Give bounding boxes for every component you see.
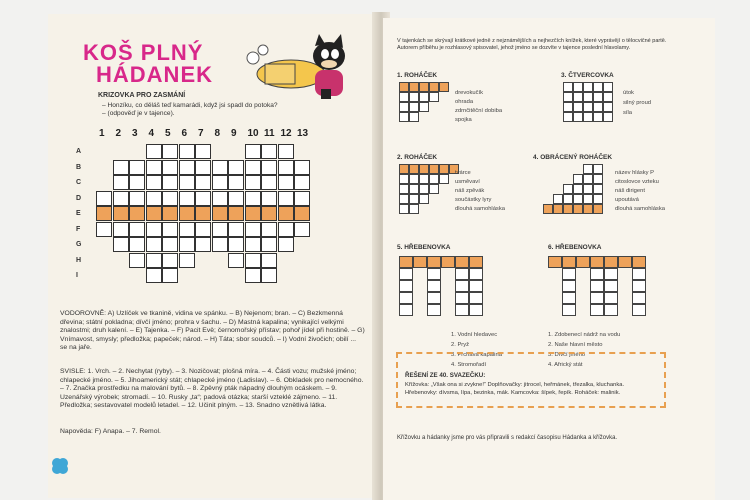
crossword-cell[interactable]	[195, 144, 211, 159]
crossword-cell[interactable]	[245, 191, 261, 206]
crossword-cell[interactable]	[113, 160, 129, 175]
crossword-cell[interactable]	[195, 160, 211, 175]
crossword-cell[interactable]	[129, 175, 145, 190]
svisle-clues: SVISLE: 1. Vrch. – 2. Nechytat (ryby). – 3. Nozičovat; plošná míra. – 4. Části vozu; mužské jméno; chlapecké jméno. – 5. Jihoamerický stát; chlapecké jméno (Ladislav). – 6. Obkladek pro nemocného. – 7. Značka prostředku na malování bytů. – 8. Zpěvný pták nápadný dlouhým ocáskem. – 9. Uzenářský výrobek; stromadí. – 10. Rusky „ta“; padová otázka; starší vzteklé zájmeno. – 11. Předložka; sestavovatel modelů letadel. – 12. Učinit plným. – 13. Snadno vznětlivá látka.	[60, 368, 364, 410]
roháček1-cell[interactable]	[419, 92, 429, 102]
obrácený-cell[interactable]	[543, 204, 553, 214]
roháček1-cell[interactable]	[399, 82, 409, 92]
hřebenovka5-top[interactable]	[427, 256, 441, 268]
crossword-cell[interactable]	[113, 237, 129, 252]
crossword-cell[interactable]	[245, 160, 261, 175]
crossword-cell[interactable]	[212, 191, 228, 206]
crossword-cell[interactable]	[278, 191, 294, 206]
crossword-cell[interactable]	[245, 237, 261, 252]
hřebenovka5-cell[interactable]	[455, 280, 469, 292]
s6-clue-3: 3. Dívčí jméno	[548, 352, 586, 358]
roháček2-cell[interactable]	[399, 184, 409, 194]
intro-text: V tajenkách se skrývají krátkové jedně z nejznámějších a nejhezčích knížek, které vyprávějí o tělocvičné partě. Autorem příběhu je rozhlasový spisovatel, jehož jméno se dozvíte v tajence poslední hlavolamy.	[397, 38, 667, 51]
crossword-cell[interactable]	[129, 160, 145, 175]
crossword-cell[interactable]	[294, 206, 310, 221]
s5-clue-1: 1. Vodní hledavec	[451, 332, 498, 338]
hřebenovka5-cell[interactable]	[469, 280, 483, 292]
obrácený-cell[interactable]	[583, 204, 593, 214]
roháček2-cell[interactable]	[429, 174, 439, 184]
s2-clue: součástky lyry	[455, 197, 492, 203]
crossword-cell[interactable]	[294, 222, 310, 237]
čtvercovka-cell[interactable]	[583, 112, 593, 122]
crossword-cell[interactable]	[146, 222, 162, 237]
column-number: 5	[165, 128, 171, 139]
hřebenovka5-cell[interactable]	[399, 280, 413, 292]
roháček1-cell[interactable]	[429, 92, 439, 102]
roháček2-cell[interactable]	[429, 164, 439, 174]
s4-clue: název hlásky P	[615, 170, 654, 176]
roháček2-cell[interactable]	[409, 164, 419, 174]
crossword-cell[interactable]	[146, 160, 162, 175]
napoveda: Napověda: F) Anapa. – 7. Remol.	[60, 428, 161, 435]
hřebenovka6-cell[interactable]	[604, 304, 618, 316]
crossword-cell[interactable]	[261, 268, 277, 283]
s4-clue: dlouhá samohláska	[615, 206, 665, 212]
crossword-cell[interactable]	[195, 237, 211, 252]
crossword-cell[interactable]	[162, 222, 178, 237]
roháček2-cell[interactable]	[419, 194, 429, 204]
roháček2-cell[interactable]	[399, 164, 409, 174]
roháček1-cell[interactable]	[419, 102, 429, 112]
column-number: 2	[115, 128, 122, 139]
čtvercovka-cell[interactable]	[603, 102, 613, 112]
crossword-cell[interactable]	[129, 253, 145, 268]
row-letter: H	[76, 256, 82, 264]
hřebenovka5-cell[interactable]	[427, 280, 441, 292]
obrácený-cell[interactable]	[563, 184, 573, 194]
čtvercovka-cell[interactable]	[593, 112, 603, 122]
čtvercovka-cell[interactable]	[603, 92, 613, 102]
crossword-cell[interactable]	[245, 144, 261, 159]
crossword-cell[interactable]	[179, 144, 195, 159]
crossword-cell[interactable]	[129, 206, 145, 221]
s6-clue-4: 4. Africký stát	[548, 362, 583, 368]
čtvercovka-cell[interactable]	[583, 102, 593, 112]
crossword-cell[interactable]	[278, 237, 294, 252]
crossword-cell[interactable]	[212, 206, 228, 221]
crossword-cell[interactable]	[162, 175, 178, 190]
footer-note: Křížovku a hádanky jsme pro vás připravili s redakcí časopisu Hádanka a křížovka.	[397, 435, 618, 441]
hřebenovka6-top[interactable]	[618, 256, 632, 268]
hřebenovka6-cell[interactable]	[590, 292, 604, 304]
čtvercovka-cell[interactable]	[593, 102, 603, 112]
crossword-cell[interactable]	[113, 222, 129, 237]
hřebenovka6-cell[interactable]	[562, 304, 576, 316]
crossword-cell[interactable]	[261, 191, 277, 206]
crossword-cell[interactable]	[113, 175, 129, 190]
crossword-cell[interactable]	[228, 160, 244, 175]
obrácený-cell[interactable]	[583, 174, 593, 184]
crossword-cell[interactable]	[245, 175, 261, 190]
roháček2-cell[interactable]	[429, 184, 439, 194]
column-number: 3	[132, 128, 138, 139]
title-line2: HÁDANEK	[96, 62, 213, 87]
crossword-cell[interactable]	[278, 222, 294, 237]
column-number: 13	[297, 128, 309, 139]
crossword-cell[interactable]	[179, 253, 195, 268]
crossword-cell[interactable]	[146, 268, 162, 283]
crossword-cell[interactable]	[212, 237, 228, 252]
quote-line2: – (odpověď je v tajence).	[102, 110, 175, 117]
hřebenovka6-cell[interactable]	[632, 304, 646, 316]
roháček2-cell[interactable]	[419, 164, 429, 174]
obrácený-cell[interactable]	[573, 184, 583, 194]
roháček2-cell[interactable]	[409, 184, 419, 194]
row-letter: B	[76, 163, 82, 171]
column-number: 1	[99, 128, 105, 139]
hřebenovka6-top[interactable]	[632, 256, 646, 268]
crossword-cell[interactable]	[294, 160, 310, 175]
roháček1-cell[interactable]	[399, 112, 409, 122]
s1-clue: zdrnčitěční dobiba	[455, 108, 503, 114]
hřebenovka5-cell[interactable]	[399, 268, 413, 280]
s2-clue: dlouhá samohláska	[455, 206, 505, 212]
roháček2-cell[interactable]	[409, 174, 419, 184]
hřebenovka6-cell[interactable]	[632, 268, 646, 280]
roháček2-cell[interactable]	[399, 194, 409, 204]
roháček2-cell[interactable]	[399, 204, 409, 214]
s3-clue: silný proud	[623, 100, 652, 106]
s4-clue: náš dirigent	[615, 188, 645, 194]
crossword-cell[interactable]	[162, 160, 178, 175]
hřebenovka5-cell[interactable]	[469, 304, 483, 316]
čtvercovka-cell[interactable]	[593, 82, 603, 92]
s1-clue: spojka	[455, 117, 472, 123]
obrácený-cell[interactable]	[573, 194, 583, 204]
hřebenovka5-cell[interactable]	[455, 268, 469, 280]
s2-clue: tvárce	[455, 170, 471, 176]
čtvercovka-cell[interactable]	[563, 82, 573, 92]
crossword-cell[interactable]	[195, 206, 211, 221]
hřebenovka5-cell[interactable]	[469, 268, 483, 280]
crossword-cell[interactable]	[146, 237, 162, 252]
čtvercovka-cell[interactable]	[583, 82, 593, 92]
roháček2-cell[interactable]	[409, 194, 419, 204]
hřebenovka5-cell[interactable]	[469, 292, 483, 304]
crossword-cell[interactable]	[228, 175, 244, 190]
obrácený-cell[interactable]	[583, 194, 593, 204]
answer-text: Křížovka: „Však ona si zvykne!“ Doplňovačky: jitrocel, heřmánek, třezalka, kluchanka. Hřebenovky: dívsma, lípa, bezinka, mák. Kamcovka: šípek, řepík. Roháček: malinik.	[405, 382, 625, 396]
crossword-cell[interactable]	[96, 206, 112, 221]
crossword-cell[interactable]	[212, 222, 228, 237]
column-number: 9	[231, 128, 237, 139]
crossword-cell[interactable]	[278, 160, 294, 175]
title-line1: KOŠ PLNÝ	[83, 40, 204, 65]
crossword-cell[interactable]	[195, 222, 211, 237]
hřebenovka5-cell[interactable]	[427, 304, 441, 316]
crossword-cell[interactable]	[212, 175, 228, 190]
section4-title: 4. OBRÁCENÝ ROHÁČEK	[533, 154, 613, 161]
crossword-cell[interactable]	[261, 144, 277, 159]
column-number: 4	[148, 128, 155, 139]
crossword-cell[interactable]	[162, 268, 178, 283]
crossword-cell[interactable]	[179, 237, 195, 252]
crossword-cell[interactable]	[278, 175, 294, 190]
obrácený-cell[interactable]	[563, 204, 573, 214]
crossword-cell[interactable]	[278, 206, 294, 221]
hřebenovka5-top[interactable]	[441, 256, 455, 268]
roháček1-cell[interactable]	[399, 92, 409, 102]
čtvercovka-cell[interactable]	[563, 92, 573, 102]
s5-clue-2: 2. Pryž	[451, 342, 470, 348]
answer-box	[396, 352, 666, 408]
čtvercovka-cell[interactable]	[573, 82, 583, 92]
crossword-cell[interactable]	[261, 175, 277, 190]
hřebenovka5-cell[interactable]	[455, 304, 469, 316]
obrácený-cell[interactable]	[593, 164, 603, 174]
hřebenovka5-top[interactable]	[413, 256, 427, 268]
čtvercovka-cell[interactable]	[603, 82, 613, 92]
hřebenovka6-top[interactable]	[562, 256, 576, 268]
crossword-cell[interactable]	[261, 237, 277, 252]
left-page	[48, 14, 378, 498]
čtvercovka-cell[interactable]	[593, 92, 603, 102]
section5-title: 5. HŘEBENOVKA	[397, 244, 451, 251]
s2-clue: náš zpěvák	[455, 188, 485, 194]
crossword-cell[interactable]	[212, 160, 228, 175]
crossword-cell[interactable]	[261, 253, 277, 268]
roháček1-cell[interactable]	[419, 82, 429, 92]
crossword-cell[interactable]	[113, 191, 129, 206]
crossword-cell[interactable]	[146, 253, 162, 268]
roháček2-cell[interactable]	[439, 174, 449, 184]
hřebenovka6-cell[interactable]	[604, 280, 618, 292]
obrácený-cell[interactable]	[553, 194, 563, 204]
čtvercovka-cell[interactable]	[603, 112, 613, 122]
hřebenovka6-top[interactable]	[604, 256, 618, 268]
hřebenovka5-cell[interactable]	[455, 292, 469, 304]
column-number: 11	[264, 128, 275, 139]
hřebenovka5-top[interactable]	[455, 256, 469, 268]
column-number: 8	[214, 128, 221, 139]
quote-line1: – Honzíku, co děláš teď kamarádi, když jsi spadl do potoka?	[102, 102, 278, 109]
section1-title: 1. ROHÁČEK	[397, 72, 438, 79]
s1-clue: drevokučík	[455, 90, 484, 96]
crossword-cell[interactable]	[129, 237, 145, 252]
hřebenovka6-cell[interactable]	[590, 304, 604, 316]
čtvercovka-cell[interactable]	[583, 92, 593, 102]
crossword-cell[interactable]	[162, 237, 178, 252]
crossword-cell[interactable]	[261, 206, 277, 221]
s4-clue: upoutává	[615, 197, 639, 203]
column-number: 10	[247, 128, 259, 139]
crossword-cell[interactable]	[228, 253, 244, 268]
crossword-cell[interactable]	[294, 175, 310, 190]
crossword-cell[interactable]	[195, 191, 211, 206]
hřebenovka6-top[interactable]	[548, 256, 562, 268]
hřebenovka6-cell[interactable]	[632, 280, 646, 292]
crossword-cell[interactable]	[179, 160, 195, 175]
s1-clue: ohrada	[455, 99, 474, 105]
roháček1-cell[interactable]	[409, 112, 419, 122]
roháček2-cell[interactable]	[419, 184, 429, 194]
column-number: 7	[198, 128, 204, 139]
s3-clue: útok	[623, 90, 634, 96]
hřebenovka5-top[interactable]	[469, 256, 483, 268]
hřebenovka5-cell[interactable]	[399, 304, 413, 316]
hřebenovka6-cell[interactable]	[562, 292, 576, 304]
row-letter: G	[76, 241, 82, 248]
column-number: 12	[280, 128, 292, 139]
answer-title: ŘEŠENÍ ZE 40. SVAZEČKU:	[405, 372, 486, 379]
hřebenovka6-cell[interactable]	[590, 280, 604, 292]
crossword-cell[interactable]	[179, 222, 195, 237]
crossword-cell[interactable]	[294, 191, 310, 206]
crossword-cell[interactable]	[261, 160, 277, 175]
roháček1-cell[interactable]	[399, 102, 409, 112]
s4-clue: citoslovce vzteku	[615, 179, 659, 185]
hřebenovka5-cell[interactable]	[399, 292, 413, 304]
crossword-cell[interactable]	[179, 191, 195, 206]
crossword-cell[interactable]	[245, 268, 261, 283]
hřebenovka6-cell[interactable]	[632, 292, 646, 304]
obrácený-cell[interactable]	[583, 164, 593, 174]
crossword-cell[interactable]	[245, 253, 261, 268]
row-letter: C	[76, 179, 82, 186]
crossword-cell[interactable]	[179, 206, 195, 221]
row-letter: I	[76, 272, 78, 279]
section3-title: 3. ČTVERCOVKA	[561, 72, 614, 79]
roháček2-cell[interactable]	[399, 174, 409, 184]
roháček1-cell[interactable]	[429, 82, 439, 92]
roháček1-cell[interactable]	[439, 82, 449, 92]
roháček1-cell[interactable]	[409, 102, 419, 112]
s6-clue-2: 2. Naše hlavní město	[548, 342, 603, 348]
column-number: 6	[181, 128, 188, 139]
čtvercovka-cell[interactable]	[573, 112, 583, 122]
crossword-cell[interactable]	[228, 191, 244, 206]
hřebenovka5-top[interactable]	[399, 256, 413, 268]
čtvercovka-cell[interactable]	[563, 112, 573, 122]
hřebenovka6-cell[interactable]	[562, 280, 576, 292]
row-letter: D	[76, 194, 82, 202]
roháček2-cell[interactable]	[439, 164, 449, 174]
crossword-cell[interactable]	[96, 222, 112, 237]
crossword-cell[interactable]	[179, 175, 195, 190]
row-letter: A	[76, 148, 82, 155]
obrácený-cell[interactable]	[573, 174, 583, 184]
crossword-cell[interactable]	[146, 191, 162, 206]
obrácený-cell[interactable]	[553, 204, 563, 214]
obrácený-cell[interactable]	[583, 184, 593, 194]
roháček1-cell[interactable]	[409, 82, 419, 92]
s3-clue: síla	[623, 110, 633, 116]
crossword-cell[interactable]	[228, 222, 244, 237]
crossword-cell[interactable]	[278, 144, 294, 159]
s5-clue-3: 3. Prchavá kapalina	[451, 352, 502, 358]
crossword-cell[interactable]	[245, 222, 261, 237]
hřebenovka6-cell[interactable]	[604, 268, 618, 280]
obrácený-cell[interactable]	[593, 194, 603, 204]
crossword-cell[interactable]	[195, 175, 211, 190]
roháček2-cell[interactable]	[419, 174, 429, 184]
hřebenovka6-cell[interactable]	[590, 268, 604, 280]
hřebenovka5-cell[interactable]	[427, 268, 441, 280]
hřebenovka6-top[interactable]	[576, 256, 590, 268]
čtvercovka-cell[interactable]	[573, 102, 583, 112]
s6-clue-1: 1. Zdobenecí nádrž na vodu	[548, 332, 621, 338]
obrácený-cell[interactable]	[593, 184, 603, 194]
crossword-cell[interactable]	[162, 253, 178, 268]
crossword-cell[interactable]	[129, 191, 145, 206]
čtvercovka-cell[interactable]	[573, 92, 583, 102]
section2-title: 2. ROHÁČEK	[397, 154, 438, 161]
crossword-cell[interactable]	[162, 144, 178, 159]
crossword-cell[interactable]	[162, 206, 178, 221]
s2-clue: usměvaví	[455, 179, 480, 185]
obrácený-cell[interactable]	[593, 204, 603, 214]
crossword-cell[interactable]	[162, 191, 178, 206]
crossword-cell[interactable]	[261, 222, 277, 237]
crossword-cell[interactable]	[146, 175, 162, 190]
obrácený-cell[interactable]	[563, 194, 573, 204]
clover-icon	[50, 456, 70, 476]
roháček2-cell[interactable]	[409, 204, 419, 214]
row-letter: E	[76, 210, 81, 217]
crossword-section-title: KRIZOVKA PRO ZASMÁNÍ	[98, 92, 186, 99]
hřebenovka6-cell[interactable]	[604, 292, 618, 304]
hřebenovka6-cell[interactable]	[562, 268, 576, 280]
čtvercovka-cell[interactable]	[563, 102, 573, 112]
crossword-cell[interactable]	[228, 206, 244, 221]
crossword-cell[interactable]	[129, 222, 145, 237]
s5-clue-4: 4. Stromořadí	[451, 362, 487, 368]
obrácený-cell[interactable]	[593, 174, 603, 184]
row-letter: F	[76, 225, 81, 233]
crossword-cell[interactable]	[113, 206, 129, 221]
hřebenovka5-cell[interactable]	[427, 292, 441, 304]
crossword-cell[interactable]	[146, 144, 162, 159]
obrácený-cell[interactable]	[573, 204, 583, 214]
roháček1-cell[interactable]	[409, 92, 419, 102]
cat-illustration-icon	[243, 34, 353, 109]
right-page	[383, 18, 715, 500]
hřebenovka6-top[interactable]	[590, 256, 604, 268]
crossword-cell[interactable]	[146, 206, 162, 221]
crossword-cell[interactable]	[228, 237, 244, 252]
section6-title: 6. HŘEBENOVKA	[548, 244, 602, 251]
crossword-cell[interactable]	[96, 191, 112, 206]
crossword-cell[interactable]	[245, 206, 261, 221]
vodorovne-clues: VODOROVNĚ: A) Uzlíček ve tkanině, vidina ve spánku. – B) Nejenom; bran. – C) Bezkmenná dřevina; státní pokladna; dívčí jméno; prohra v šachu. – D) Mastná kapalina; vynikající velkými znalostmi; druh kalení. – E) Tajenka. – F) Pacit Evě; černomořský přístav; pohoř jídel při hostině. – G) Vnímavost, smysly; předložka; papeček; národ. – H) Táta; sbor soudců. – I) Vodní živočich; obilí ... se na jaře.	[60, 310, 365, 352]
